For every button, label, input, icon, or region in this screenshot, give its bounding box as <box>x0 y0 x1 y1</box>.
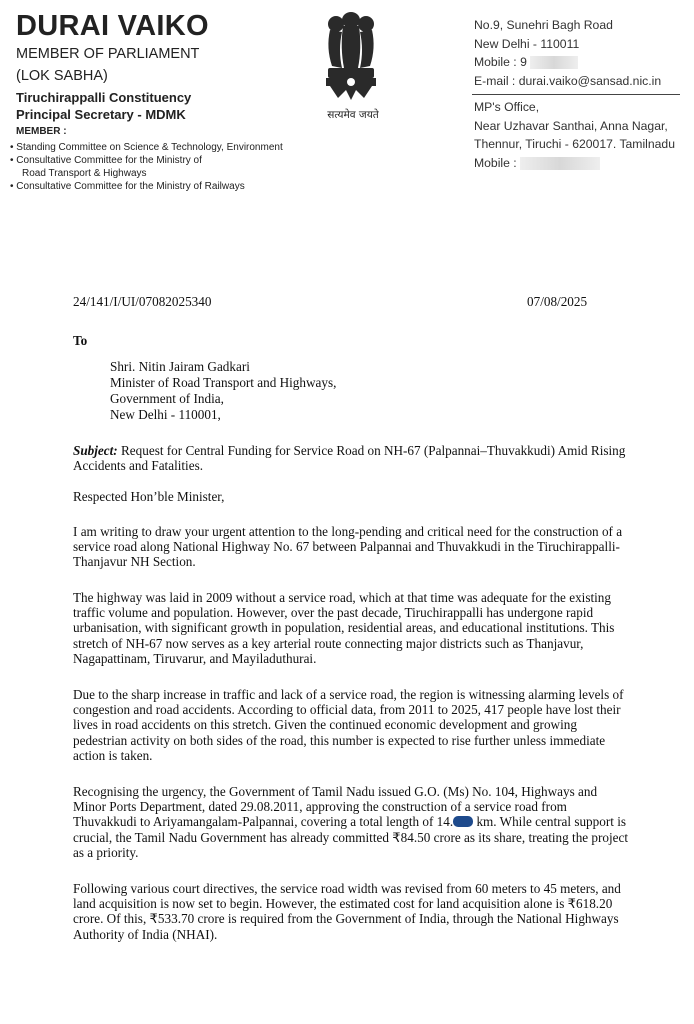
paragraph-line: stretch of NH-67 now serves as a key arterial route connecting major districts such as Thanjavur, <box>73 635 584 651</box>
paragraph-line: Recognising the urgency, the Government of Tamil Nadu issued G.O. (Ms) No. 104, Highways and <box>73 784 598 799</box>
party-role: Principal Secretary - MDMK <box>16 107 186 122</box>
paragraph-2 <box>73 590 639 666</box>
paragraph-line: crore. Of this, ₹533.70 crore is required from the Government of India, through the National Highways <box>73 911 619 927</box>
subject-text: Request for Central Funding for Service Road on NH-67 (Palpannai–Thuvakkudi) Amid Rising <box>121 443 626 458</box>
paragraph-line <box>73 814 639 829</box>
constituency: Tiruchirappalli Constituency <box>16 90 192 105</box>
redacted-mobile <box>520 157 600 170</box>
mobile-line <box>474 53 661 72</box>
local-address <box>474 98 675 172</box>
salutation: Respected Hon’ble Minister, <box>73 489 225 504</box>
subject <box>73 443 633 473</box>
committee-item: • Consultative Committee for the Ministry of <box>10 155 202 166</box>
committee-item: • Standing Committee on Science & Technology, Environment <box>10 142 283 153</box>
paragraph-line: urbanisation, with significant growth in population, residential areas, and educational institutions. This <box>73 620 615 636</box>
paragraph-line: Nagapattinam, Tiruvarur, and Mayiladuthurai. <box>73 650 317 666</box>
paragraph-line: traffic volume and population. However, over the past decade, Tiruchirappalli has undergone rapid <box>73 605 594 621</box>
paragraph-line: Thanjavur NH Section. <box>73 554 196 570</box>
address-line: Near Uzhavar Santhai, Anna Nagar, <box>474 118 668 133</box>
paragraph-line: pedestrian activity on both sides of the road, this number is expected to rise further unless immediate <box>73 732 606 748</box>
address-divider <box>472 94 680 95</box>
address-line: No.9, Sunehri Bagh Road <box>474 18 613 32</box>
paragraph-line: as a priority. <box>73 844 139 860</box>
mobile-label: Mobile : <box>474 155 517 170</box>
paragraph-line: service road along National Highway No. 67 between Palpannai and Thuvakkudi in the Tiruchirappalli- <box>73 539 620 555</box>
mp-name: DURAI VAIKO <box>16 10 209 42</box>
paragraph-fragment: km. While central support is <box>473 814 626 830</box>
address-line: New Delhi - 110011 <box>474 36 580 51</box>
committee-item: Road Transport & Highways <box>22 168 147 179</box>
paragraph-5 <box>73 881 639 942</box>
mp-title: MEMBER OF PARLIAMENT <box>16 46 200 62</box>
address-line: Thennur, Tiruchi - 620017. Tamilnadu <box>474 137 675 151</box>
paragraph-line: Minor Ports Department, dated 29.08.2011, approving the construction of a service road from <box>73 799 567 815</box>
state-emblem-icon <box>318 8 384 112</box>
recipient-line: Shri. Nitin Jairam Gadkari <box>110 359 250 374</box>
letter-date: 07/08/2025 <box>527 294 588 309</box>
paragraph-line: action is taken. <box>73 747 153 763</box>
ink-smudge <box>453 816 473 827</box>
house-name: (LOK SABHA) <box>16 68 108 84</box>
address-line: MP's Office, <box>474 100 540 114</box>
member-label: MEMBER : <box>16 126 67 137</box>
paragraph-line: congestion and road accidents. According to official data, from 2011 to 2025, 417 people have lost their <box>73 702 621 718</box>
mobile-line <box>474 154 675 173</box>
recipient-line: Government of India, <box>110 391 224 406</box>
committee-item: • Consultative Committee for the Ministry of Railways <box>10 181 245 192</box>
committee-list <box>10 141 283 193</box>
paragraph-fragment: Thuvakkudi to Ariyamangalam-Palpannai, covering a total length of 14. <box>73 814 454 830</box>
paragraph-line: Due to the sharp increase in traffic and lack of a service road, the region is witnessing alarming levels of <box>73 687 624 702</box>
paragraph-line: I am writing to draw your urgent attention to the long-pending and critical need for the construction of a <box>73 524 623 539</box>
subject-text: Accidents and Fatalities. <box>73 458 204 474</box>
recipient-block <box>110 359 336 423</box>
to-label: To <box>73 333 88 348</box>
paragraph-line: The highway was laid in 2009 without a service road, which at that time was adequate for the existing <box>73 590 611 605</box>
reference-number: 24/141/I/UI/07082025340 <box>73 294 212 309</box>
paragraph-line: lives in road accidents on this stretch. Given the continued economic development and growing <box>73 717 577 733</box>
redacted-mobile <box>530 56 578 69</box>
paragraph-line: land acquisition is now set to begin. However, the estimated cost for land acquisition alone is ₹618.20 <box>73 896 613 912</box>
mobile-fragment: 9 <box>520 55 527 69</box>
delhi-address <box>474 16 661 90</box>
mobile-label: Mobile : <box>474 55 517 69</box>
recipient-line: New Delhi - 110001, <box>110 407 221 422</box>
paragraph-line: Authority of India (NHAI). <box>73 926 218 942</box>
paragraph-4 <box>73 784 639 860</box>
paragraph-3 <box>73 687 639 763</box>
paragraph-line: crucial, the Tamil Nadu Government has already committed ₹84.50 crore as its share, treating the project <box>73 829 629 845</box>
paragraph-1 <box>73 524 639 570</box>
recipient-line: Minister of Road Transport and Highways, <box>110 375 337 390</box>
emblem-motto: सत्यमेव जयते <box>327 109 379 121</box>
subject-label: Subject: <box>73 443 118 458</box>
paragraph-line: Following various court directives, the service road width was revised from 60 meters to 45 meters, and <box>73 881 621 896</box>
email-line: E-mail : durai.vaiko@sansad.nic.in <box>474 73 662 88</box>
